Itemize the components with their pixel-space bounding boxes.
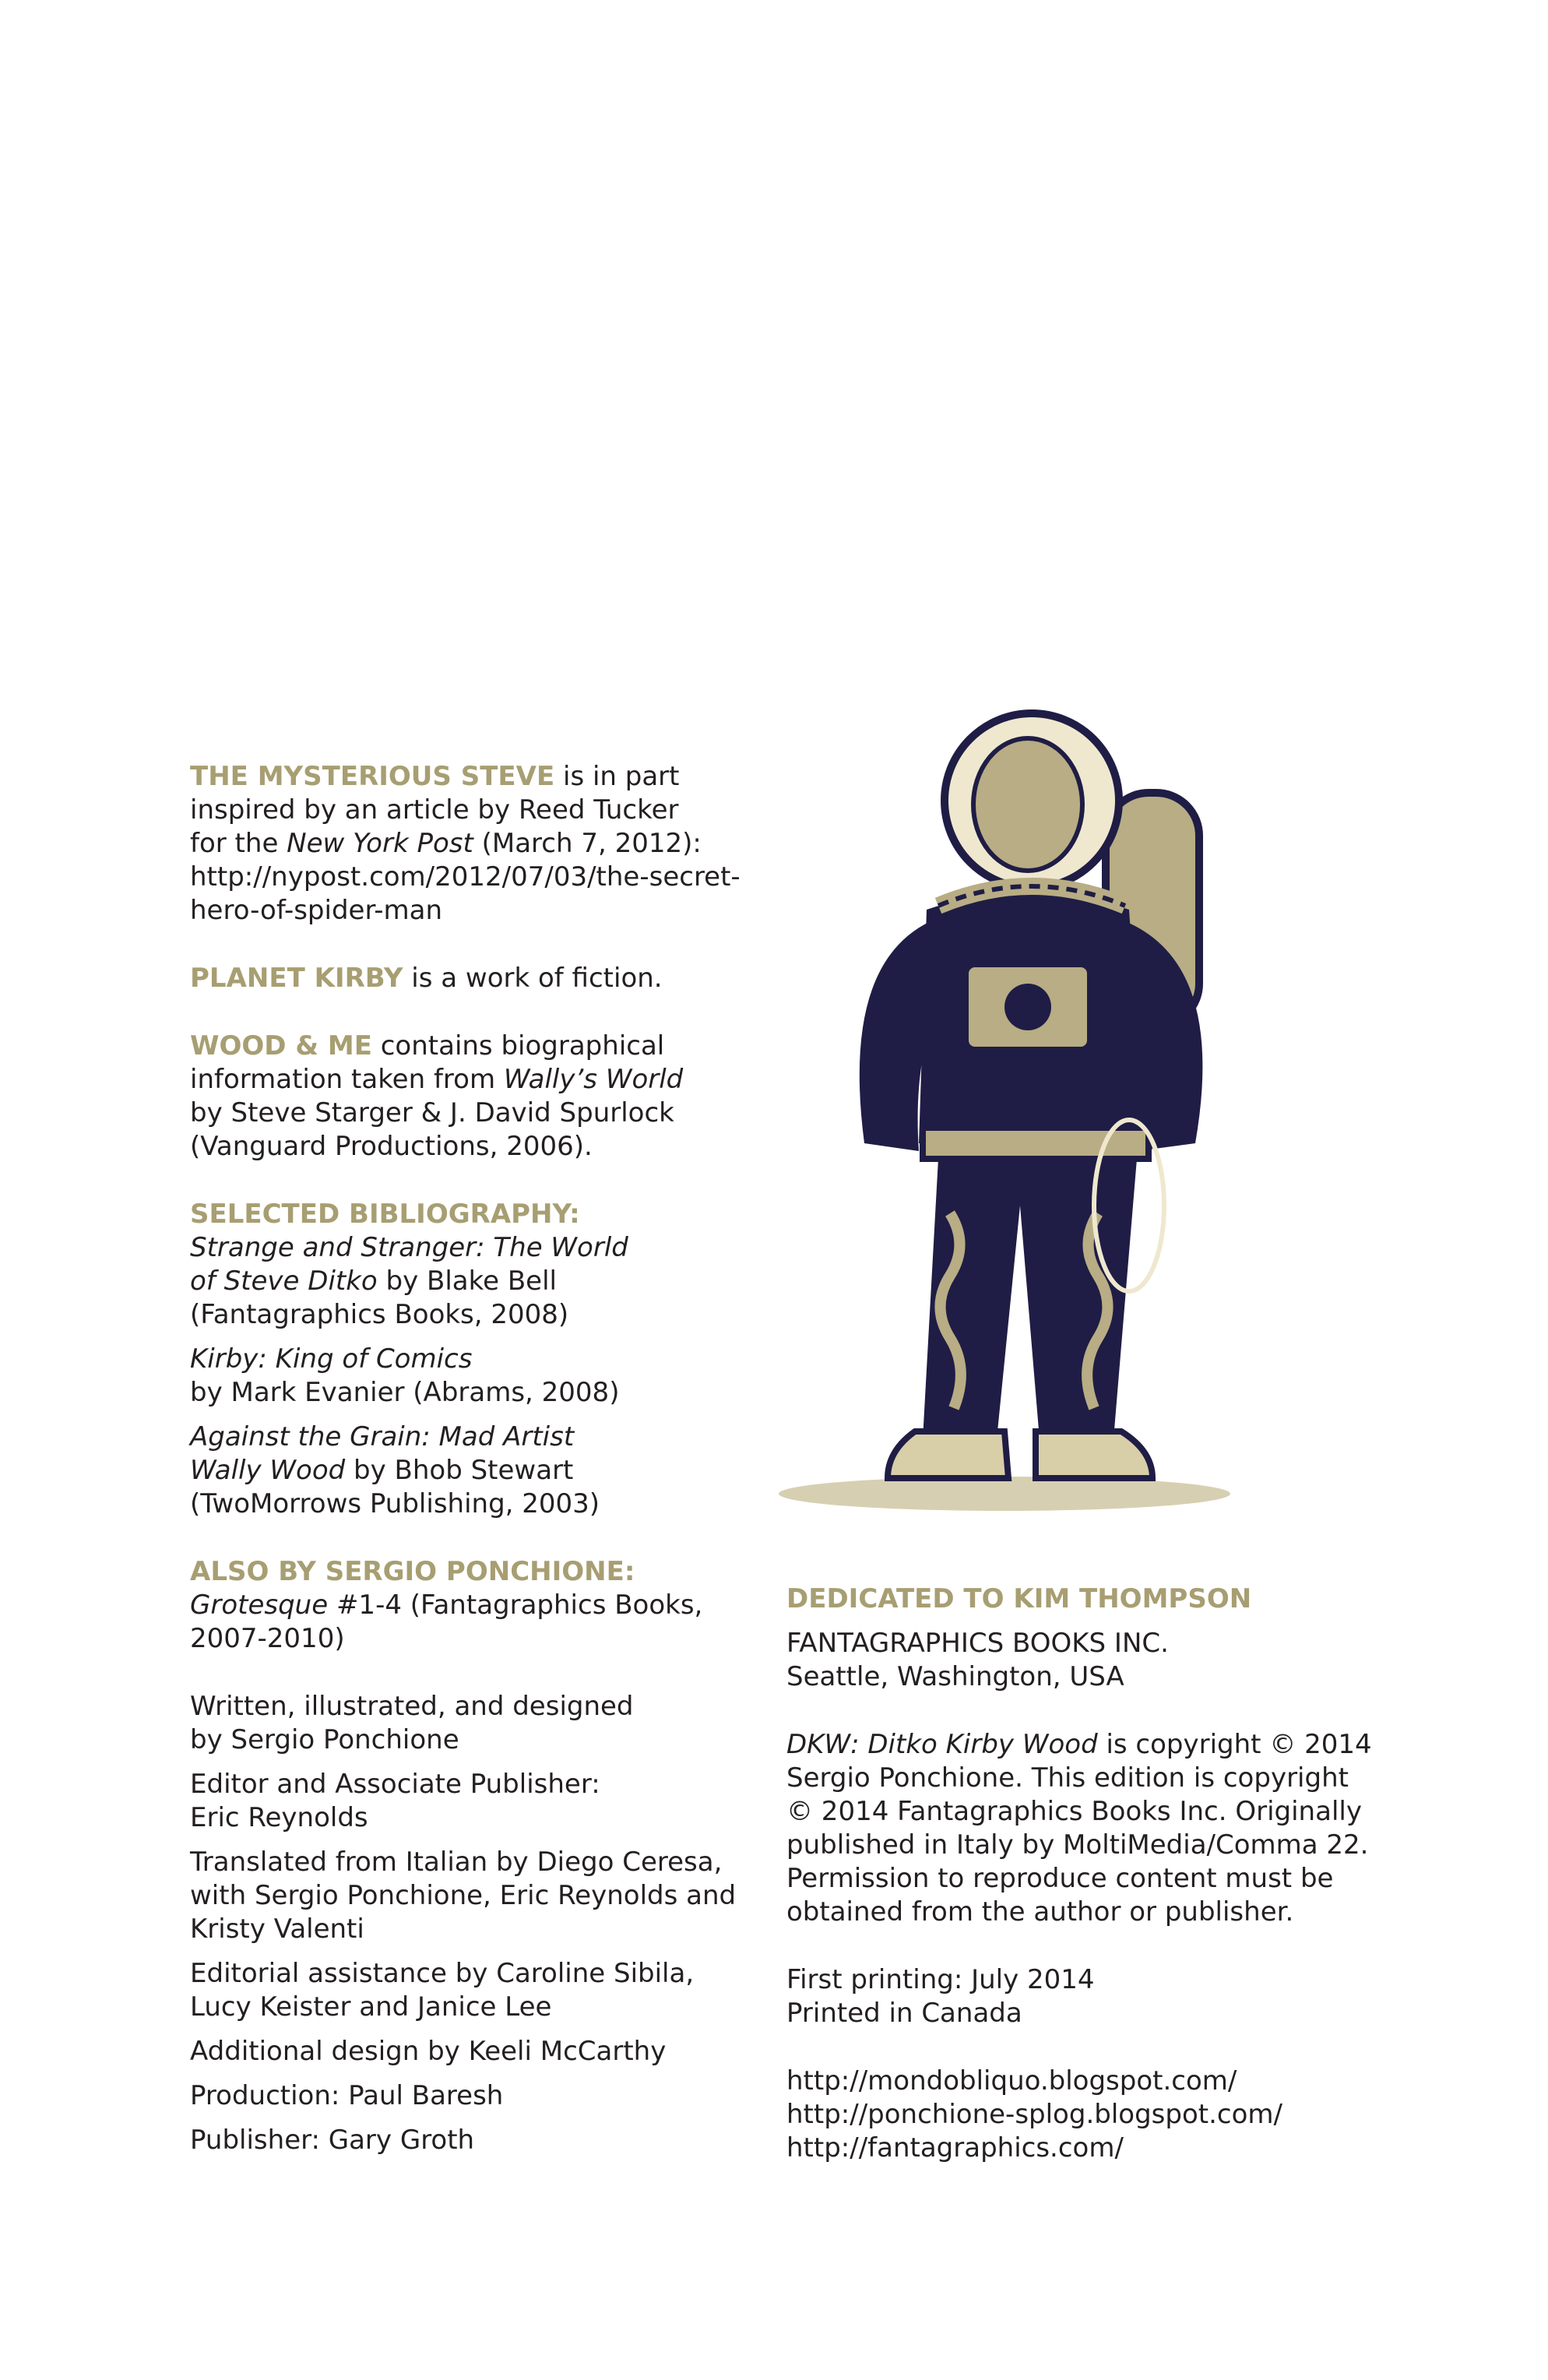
astronaut-illustration	[771, 707, 1269, 1548]
section-heading: SELECTED BIBLIOGRAPHY:	[190, 1199, 580, 1230]
mysterious-steve-note: THE MYSTERIOUS STEVE is in part inspired by an article by Reed Tucker for the New York Post (March 7, 2012): http://nypost.com/2012/07/03/the-secret- hero-of-spider-man	[190, 760, 758, 928]
copyright-notice: DKW: Ditko Kirby Wood is copyright © 2014 Sergio Ponchione. This edition is copyright © 2014 Fantagraphics Books Inc. Originally published in Italy by MoltiMedia/Comma 22. Permission to reproduce content must be obtained from the author or publisher.	[786, 1729, 1372, 1928]
astronaut-figure	[779, 713, 1230, 1511]
website-link[interactable]: http://mondobliquo.blogspot.com/	[786, 2065, 1237, 2097]
bibliography-entry: Against the Grain: Mad Artist Wally Wood by Bhob Stewart (TwoMorrows Publishing, 2003)	[190, 1421, 600, 1519]
selected-bibliography	[190, 1198, 758, 1521]
printing-info: First printing: July 2014 Printed in Canada	[786, 1964, 1095, 2029]
bibliography-entry: Strange and Stranger: The World of Steve Ditko by Blake Bell (Fantagraphics Books, 2008)	[190, 1232, 628, 1330]
wood-and-me-note: WOOD & ME contains biographical information taken from Wally’s World by Steve Starger & J. David Spurlock (Vanguard Productions, 2006).	[190, 1030, 684, 1162]
article-url-cont: hero-of-spider-man	[190, 895, 443, 926]
colophon-left-column	[190, 760, 758, 2157]
section-heading: PLANET KIRBY	[190, 963, 403, 994]
publisher-name: FANTAGRAPHICS BOOKS INC.	[786, 1628, 1169, 1659]
website-link[interactable]: http://fantagraphics.com/	[786, 2132, 1124, 2163]
article-url: http://nypost.com/2012/07/03/the-secret-	[190, 861, 741, 892]
credits: Written, illustrated, and designed by Sergio Ponchione Editor and Associate Publisher: Eric Reynolds Translated from Italian by Diego Ceresa, with Sergio Ponchione, Eric Reynolds and Kristy Valenti Editorial assistance by Caroline Sibila, Lucy Keister and Janice Lee Additional design by Keeli McCarthy Production: Paul Baresh Publisher: Gary Groth	[190, 1691, 737, 2156]
section-heading: WOOD & ME	[190, 1030, 372, 1061]
dedication: DEDICATED TO KIM THOMPSON	[786, 1583, 1252, 1614]
bibliography-entry: Kirby: King of Comics by Mark Evanier (Abrams, 2008)	[190, 1343, 620, 1408]
planet-kirby-note: PLANET KIRBY is a work of fiction.	[190, 963, 663, 994]
website-link[interactable]: http://ponchione-splog.blogspot.com/	[786, 2099, 1282, 2130]
also-by-author: ALSO BY SERGIO PONCHIONE: Grotesque #1-4 (Fantagraphics Books, 2007-2010)	[190, 1555, 758, 1656]
publisher-location: Seattle, Washington, USA	[786, 1661, 1124, 1692]
colophon-right-column	[786, 1583, 1409, 2165]
section-heading: ALSO BY SERGIO PONCHIONE:	[190, 1556, 635, 1587]
section-heading: THE MYSTERIOUS STEVE	[190, 761, 555, 792]
website-links	[786, 2065, 1409, 2165]
